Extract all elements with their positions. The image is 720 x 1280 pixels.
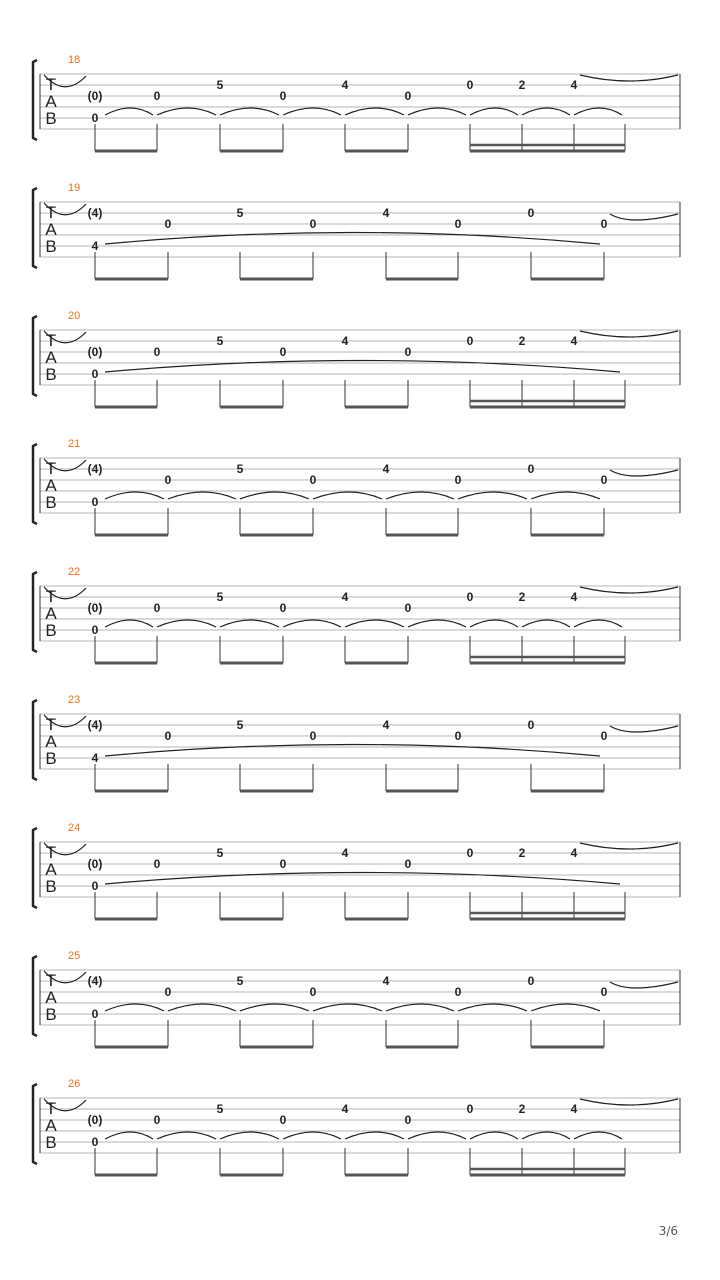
page-number: 3/6 <box>658 1224 678 1238</box>
measure-number: 18 <box>68 54 81 66</box>
tie-out <box>610 470 678 476</box>
fret-number: 4 <box>570 334 578 348</box>
slur-arc <box>458 1004 527 1011</box>
fret-number: (0) <box>87 601 103 615</box>
fret-number: 4 <box>570 590 578 604</box>
fret-number: 4 <box>341 334 349 348</box>
tie-out <box>580 331 678 337</box>
tie-long <box>105 745 600 757</box>
measure-number: 25 <box>68 950 81 962</box>
fret-number: (0) <box>87 89 103 103</box>
fret-number: 0 <box>466 846 474 860</box>
tab-clef-letter: B <box>45 621 57 640</box>
slur-arc <box>220 1132 279 1139</box>
fret-number: 0 <box>527 206 535 220</box>
measure-number: 21 <box>68 438 81 450</box>
measure-number: 23 <box>68 694 81 706</box>
system-brace <box>33 316 37 396</box>
fret-number: 0 <box>279 89 287 103</box>
fret-number: 4 <box>341 846 349 860</box>
tab-clef-letter: T <box>45 331 57 350</box>
tab-system <box>33 950 680 1047</box>
tie-out <box>610 726 678 732</box>
fret-number: 5 <box>236 974 244 988</box>
tab-system <box>33 54 680 151</box>
fret-number: 0 <box>91 1135 99 1149</box>
tie-long <box>105 873 620 885</box>
tie-out <box>580 75 678 81</box>
slur-arc <box>220 620 279 627</box>
slur-arc <box>531 492 600 499</box>
fret-number: 0 <box>153 857 161 871</box>
fret-number: 0 <box>279 345 287 359</box>
fret-number: 0 <box>153 345 161 359</box>
slur-arc <box>408 108 466 115</box>
tab-systems <box>33 54 680 1175</box>
fret-number: 4 <box>91 751 99 765</box>
fret-number: 0 <box>404 345 412 359</box>
fret-number: 4 <box>382 974 390 988</box>
system-brace <box>33 956 37 1036</box>
tab-system <box>33 182 680 279</box>
slur-arc <box>168 1004 236 1011</box>
fret-number: 4 <box>341 1102 349 1116</box>
fret-number: 0 <box>600 729 608 743</box>
tab-clef-letter: A <box>45 220 57 239</box>
slur-arc <box>157 620 216 627</box>
slur-arc <box>522 108 570 115</box>
tab-clef-letter: A <box>45 604 57 623</box>
fret-number: 0 <box>153 89 161 103</box>
fret-number: 0 <box>309 985 317 999</box>
fret-number: (4) <box>87 206 103 220</box>
tab-clef-letter: B <box>45 1005 57 1024</box>
fret-number: 0 <box>466 78 474 92</box>
slur-arc <box>105 620 153 627</box>
fret-number: 0 <box>404 89 412 103</box>
fret-number: 0 <box>164 217 172 231</box>
tab-clef-letter: A <box>45 732 57 751</box>
slur-arc <box>283 1132 341 1139</box>
tab-clef-letter: A <box>45 988 57 1007</box>
slur-arc <box>105 492 164 499</box>
slur-arc <box>105 1132 153 1139</box>
tie-long <box>105 361 620 373</box>
fret-number: 4 <box>341 78 349 92</box>
fret-number: (4) <box>87 718 103 732</box>
system-brace <box>33 60 37 140</box>
system-brace <box>33 572 37 652</box>
slur-arc <box>408 620 466 627</box>
fret-number: 4 <box>570 846 578 860</box>
slur-arc <box>157 108 216 115</box>
slur-arc <box>386 1004 454 1011</box>
slur-arc <box>157 1132 216 1139</box>
tab-system <box>33 822 680 919</box>
slur-arc <box>408 1132 466 1139</box>
slur-arc <box>574 108 622 115</box>
fret-number: 5 <box>216 334 224 348</box>
fret-number: 0 <box>279 857 287 871</box>
tie-out <box>610 214 678 220</box>
fret-number: 2 <box>518 334 526 348</box>
system-brace <box>33 700 37 780</box>
fret-number: 0 <box>91 879 99 893</box>
fret-number: 0 <box>309 473 317 487</box>
tab-clef-letter: A <box>45 348 57 367</box>
slur-arc <box>105 1004 164 1011</box>
fret-number: 4 <box>570 78 578 92</box>
tab-clef-letter: B <box>45 877 57 896</box>
fret-number: 0 <box>600 985 608 999</box>
fret-number: 0 <box>279 1113 287 1127</box>
slur-arc <box>283 108 341 115</box>
tab-clef-letter: A <box>45 860 57 879</box>
slur-arc <box>240 492 309 499</box>
fret-number: 0 <box>454 473 462 487</box>
fret-number: 0 <box>466 1102 474 1116</box>
slur-arc <box>345 620 404 627</box>
tab-clef-letter: A <box>45 92 57 111</box>
tab-system <box>33 566 680 663</box>
fret-number: 0 <box>527 718 535 732</box>
slur-arc <box>522 620 570 627</box>
fret-number: 0 <box>153 1113 161 1127</box>
fret-number: 0 <box>527 974 535 988</box>
tie-out <box>580 843 678 849</box>
fret-number: 0 <box>466 590 474 604</box>
fret-number: 0 <box>91 623 99 637</box>
slur-arc <box>283 620 341 627</box>
slur-arc <box>522 1132 570 1139</box>
tab-clef-letter: T <box>45 715 57 734</box>
tab-clef-letter: T <box>45 75 57 94</box>
tab-system <box>33 310 680 407</box>
slur-arc <box>458 492 527 499</box>
tab-clef-letter: T <box>45 971 57 990</box>
slur-arc <box>386 492 454 499</box>
slur-arc <box>470 1132 518 1139</box>
fret-number: (0) <box>87 345 103 359</box>
slur-arc <box>168 492 236 499</box>
fret-number: (4) <box>87 462 103 476</box>
tab-clef-letter: T <box>45 1099 57 1118</box>
tab-clef-letter: B <box>45 237 57 256</box>
measure-number: 19 <box>68 182 81 194</box>
slur-arc <box>105 108 153 115</box>
fret-number: 0 <box>164 729 172 743</box>
tie-out <box>580 587 678 593</box>
tab-system <box>33 694 680 791</box>
tab-clef-letter: B <box>45 493 57 512</box>
fret-number: 0 <box>91 495 99 509</box>
fret-number: 0 <box>91 367 99 381</box>
fret-number: 0 <box>309 217 317 231</box>
fret-number: 0 <box>454 985 462 999</box>
fret-number: 0 <box>404 857 412 871</box>
slur-arc <box>531 1004 600 1011</box>
slur-arc <box>470 620 518 627</box>
tab-clef-letter: A <box>45 1116 57 1135</box>
fret-number: 4 <box>382 206 390 220</box>
slur-arc <box>574 1132 622 1139</box>
fret-number: 5 <box>236 206 244 220</box>
fret-number: 5 <box>216 78 224 92</box>
system-brace <box>33 444 37 524</box>
system-brace <box>33 188 37 268</box>
fret-number: 0 <box>91 1007 99 1021</box>
slur-arc <box>345 1132 404 1139</box>
fret-number: 5 <box>216 1102 224 1116</box>
fret-number: 0 <box>454 217 462 231</box>
measure-number: 22 <box>68 566 81 578</box>
tab-clef-letter: B <box>45 749 57 768</box>
fret-number: 4 <box>382 718 390 732</box>
tie-out <box>610 982 678 988</box>
fret-number: 4 <box>382 462 390 476</box>
fret-number: 5 <box>216 590 224 604</box>
fret-number: 5 <box>236 462 244 476</box>
fret-number: 2 <box>518 846 526 860</box>
fret-number: 0 <box>466 334 474 348</box>
fret-number: 2 <box>518 78 526 92</box>
slur-arc <box>313 1004 382 1011</box>
tie-long <box>105 233 600 245</box>
fret-number: 2 <box>518 590 526 604</box>
slur-arc <box>220 108 279 115</box>
tab-clef-letter: T <box>45 459 57 478</box>
fret-number: 0 <box>164 985 172 999</box>
fret-number: 0 <box>279 601 287 615</box>
fret-number: 4 <box>341 590 349 604</box>
fret-number: (0) <box>87 1113 103 1127</box>
tab-clef-letter: T <box>45 587 57 606</box>
tab-clef-letter: T <box>45 843 57 862</box>
fret-number: 5 <box>236 718 244 732</box>
fret-number: 5 <box>216 846 224 860</box>
fret-number: 0 <box>309 729 317 743</box>
measure-number: 24 <box>68 822 81 834</box>
slur-arc <box>345 108 404 115</box>
system-brace <box>33 828 37 908</box>
fret-number: 0 <box>404 1113 412 1127</box>
fret-number: 4 <box>570 1102 578 1116</box>
tab-clef-letter: B <box>45 109 57 128</box>
tab-system <box>33 438 680 535</box>
measure-number: 20 <box>68 310 81 322</box>
fret-number: 0 <box>164 473 172 487</box>
fret-number: (4) <box>87 974 103 988</box>
slur-arc <box>240 1004 309 1011</box>
tie-out <box>580 1099 678 1105</box>
slur-arc <box>313 492 382 499</box>
fret-number: (0) <box>87 857 103 871</box>
fret-number: 2 <box>518 1102 526 1116</box>
fret-number: 0 <box>454 729 462 743</box>
system-brace <box>33 1084 37 1164</box>
fret-number: 0 <box>600 473 608 487</box>
tab-clef-letter: B <box>45 1133 57 1152</box>
tab-clef-letter: A <box>45 476 57 495</box>
tab-clef-letter: B <box>45 365 57 384</box>
slur-arc <box>470 108 518 115</box>
fret-number: 0 <box>153 601 161 615</box>
fret-number: 4 <box>91 239 99 253</box>
tab-clef-letter: T <box>45 203 57 222</box>
measure-number: 26 <box>68 1078 81 1090</box>
fret-number: 0 <box>404 601 412 615</box>
tab-system <box>33 1078 680 1175</box>
fret-number: 0 <box>91 111 99 125</box>
slur-arc <box>574 620 622 627</box>
fret-number: 0 <box>527 462 535 476</box>
fret-number: 0 <box>600 217 608 231</box>
